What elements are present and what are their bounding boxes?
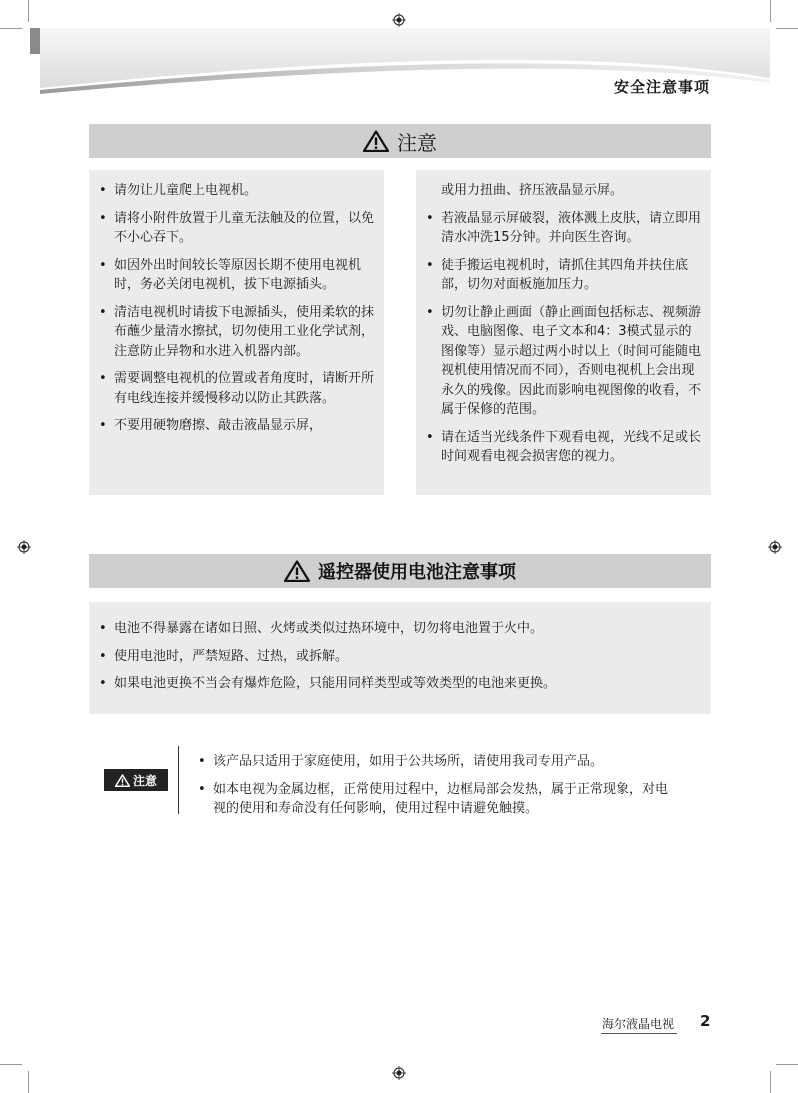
list-item: • 如本电视为金属边框，正常使用过程中，边框局部会发热，属于正常现象，对电视的使用和寿命没有任何影响，使用过程中请避免触摸。 [188,780,668,819]
registration-mark-icon [768,540,782,554]
list-item: • 不要用硬物磨擦、敲击液晶显示屏， [89,416,374,436]
caution-title-bar [89,124,711,158]
caution-right-list [416,170,701,467]
crop-mark [0,28,22,29]
crop-mark [770,0,771,22]
registration-mark-icon [17,540,31,554]
warning-triangle-icon [284,560,310,582]
list-item: • 徒手搬运电视机时，请抓住其四角并扶住底部，切勿对面板施加压力。 [416,256,701,295]
battery-title-bar [89,554,711,588]
list-item: • 若液晶显示屏破裂，液体溅上皮肤，请立即用清水冲洗15分钟。并向医生咨询。 [416,209,701,248]
crop-mark [776,28,798,29]
battery-box [89,602,711,714]
note-badge [104,769,168,791]
battery-list [89,602,711,694]
footer-brand: 海尔液晶电视 [602,1017,675,1031]
footer-underline [601,1033,677,1034]
section-title: 安全注意事项 [613,78,710,96]
caution-right-box [416,170,711,495]
registration-mark-icon [392,1066,406,1080]
list-item: • 如果电池更换不当会有爆炸危险，只能用同样类型或等效类型的电池来更换。 [89,674,711,694]
caution-left-box [89,170,384,495]
note-list [188,752,668,827]
caution-left-list [89,170,374,436]
crop-mark [28,1071,29,1093]
caution-title: 注意 [397,130,437,155]
list-item: • 该产品只适用于家庭使用，如用于公共场所，请使用我司专用产品。 [188,752,668,772]
registration-mark-icon [392,13,406,27]
page-number: 2 [700,1012,711,1030]
warning-triangle-icon [363,130,389,152]
crop-mark [770,1071,771,1093]
list-item: • 电池不得暴露在诸如日照、火烤或类似过热环境中，切勿将电池置于火中。 [89,619,711,639]
list-item: • 使用电池时，严禁短路、过热，或拆解。 [89,647,711,667]
note-divider [178,746,179,814]
crop-mark [776,1064,798,1065]
battery-title: 遥控器使用电池注意事项 [318,562,516,583]
crop-mark [28,0,29,22]
list-item: • 请在适当光线条件下观看电视，光线不足或长时间观看电视会损害您的视力。 [416,428,701,467]
list-item: • 清洁电视机时请拔下电源插头，使用柔软的抹布蘸少量清水擦拭，切勿使用工业化学试剂，注意防止异物和水进入机器内部。 [89,303,374,362]
list-item: • 如因外出时间较长等原因长期不使用电视机时，务必关闭电视机，拔下电源插头。 [89,256,374,295]
list-item: • 请勿让儿童爬上电视机。 [89,181,374,201]
list-item: • 切勿让静止画面（静止画面包括标志、视频游戏、电脑图像、电子文本和4：3模式显示的图像等）显示超过两小时以上（时间可能随电视机使用情况而不同），否则电视机上会出现永久的残像。因此而影响电视图像的收看，不属于保修的范围。 [416,303,701,420]
crop-mark [0,1064,22,1065]
warning-triangle-icon [115,774,130,787]
note-badge-label: 注意 [132,773,157,788]
list-item: • 需要调整电视机的位置或者角度时，请断开所有电线连接并缓慢移动以防止其跌落。 [89,369,374,408]
list-item-continuation: 或用力扭曲、挤压液晶显示屏。 [441,183,624,198]
list-item: • 请将小附件放置于儿童无法触及的位置，以免不小心吞下。 [89,209,374,248]
